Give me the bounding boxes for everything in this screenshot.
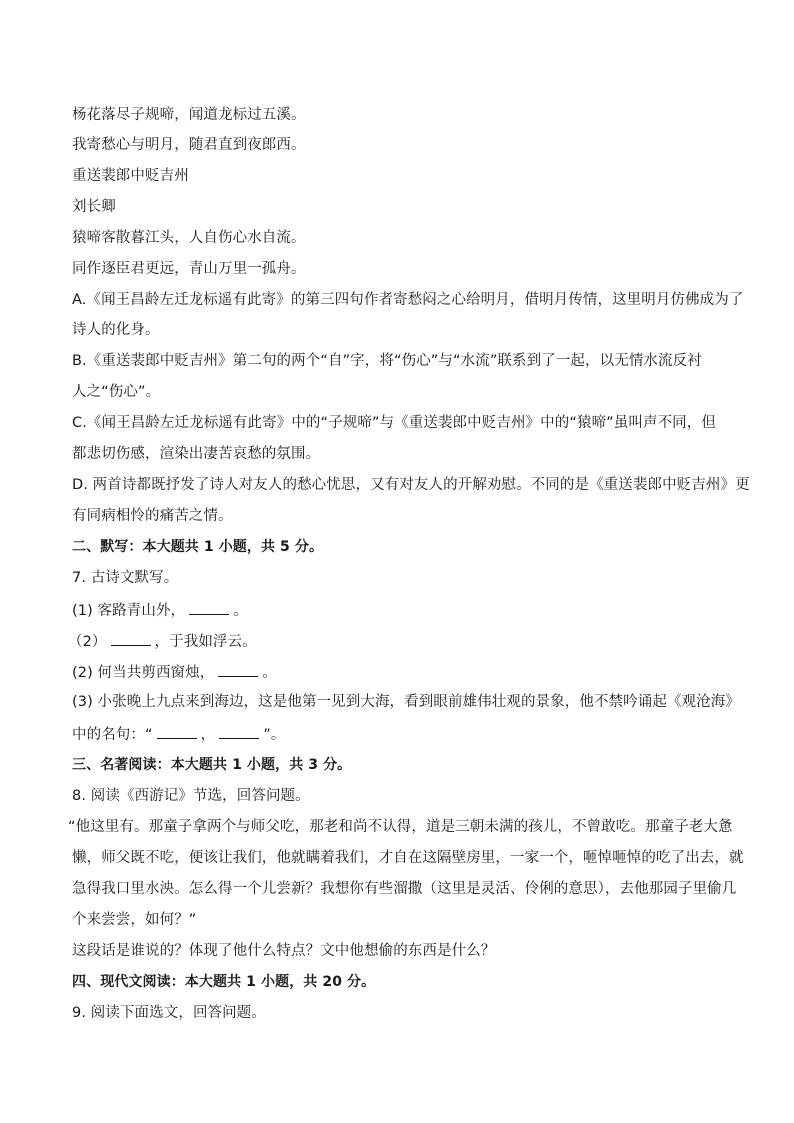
poem1-line-1: 杨花落尽子规啼，闻道龙标过五溪。 xyxy=(72,107,306,123)
question-9-title: 9. 阅读下面选文，回答问题。 xyxy=(72,1005,266,1021)
item-4-end: ”。 xyxy=(263,727,286,743)
option-a-line-2: 诗人的化身。 xyxy=(72,322,160,338)
item-1-text: (1) 客路青山外， xyxy=(72,603,186,619)
option-b-line-2: 人之“伤心”。 xyxy=(72,384,161,400)
question-7-item-4-line-1: (3) 小张晚上九点来到海边，这是他第一见到大海，看到眼前雄伟壮观的景象，他不禁吟诵起《观沧海》 xyxy=(72,694,740,710)
question-7-item-3 xyxy=(72,662,277,682)
poem2-author: 刘长卿 xyxy=(72,199,116,215)
answer-blank[interactable] xyxy=(219,724,259,739)
item-2-text: ，于我如浮云。 xyxy=(154,634,257,650)
item-2-number: （2） xyxy=(68,634,107,650)
item-4-start: 中的名句：“ xyxy=(72,727,153,743)
option-a-line-1: A.《闻王昌龄左迁龙标遥有此寄》的第三四句作者寄愁闷之心给明月，借明月传情，这里明月仿佛成为了 xyxy=(72,292,744,308)
answer-blank[interactable] xyxy=(189,600,229,615)
item-3-end: 。 xyxy=(262,665,277,681)
question-8-prompt: 这段话是谁说的？体现了他什么特点？文中他想偷的东西是什么？ xyxy=(72,943,496,959)
excerpt-line-1: “他这里有。那童子拿两个与师父吃，那老和尚不认得，道是三朝未满的孩儿，不曾敢吃。那童子老大惫 xyxy=(68,819,733,835)
item-4-mid: ， xyxy=(200,727,216,743)
section-2-heading: 二、默写：本大题共 1 小题，共 5 分。 xyxy=(72,539,324,555)
question-7-item-4-line-2 xyxy=(72,724,285,744)
poem2-line-1: 猿啼客散暮江头，人自伤心水自流。 xyxy=(72,230,306,246)
section-3-heading: 三、名著阅读：本大题共 1 小题，共 3 分。 xyxy=(72,757,352,773)
item-3-text: (2) 何当共剪西窗烛， xyxy=(72,665,215,681)
excerpt-line-3: 急得我口里水泱。怎么得一个儿尝新？我想你有些溜撒（这里是灵活、伶俐的意思），去他那园子里偷几 xyxy=(72,881,737,897)
answer-blank[interactable] xyxy=(111,631,151,646)
option-d-line-2: 有同病相怜的痛苦之情。 xyxy=(72,508,233,524)
excerpt-line-4: 个来尝尝，如何？” xyxy=(72,912,197,928)
poem1-line-2: 我寄愁心与明月，随君直到夜郎西。 xyxy=(72,137,306,153)
option-c-line-1: C.《闻王昌龄左迁龙标遥有此寄》中的“子规啼”与《重送裴郎中贬吉州》中的“猿啼”虽叫声不同，但 xyxy=(72,415,716,431)
question-8-title: 8. 阅读《西游记》节选，回答问题。 xyxy=(72,788,310,804)
poem2-title: 重送裴郎中贬吉州 xyxy=(72,168,189,184)
option-c-line-2: 都悲切伤感，渲染出凄苦哀愁的氛围。 xyxy=(72,446,321,462)
item-1-end: 。 xyxy=(233,603,248,619)
excerpt-line-2: 懒，师父既不吃，便该让我们，他就瞒着我们，才自在这隔壁房里，一家一个，咂悼咂悼的吃了出去，就 xyxy=(72,850,744,866)
section-4-heading: 四、现代文阅读：本大题共 1 小题，共 20 分。 xyxy=(72,974,376,990)
question-7-item-1 xyxy=(72,600,248,620)
question-7-title: 7. 古诗文默写。 xyxy=(72,570,179,586)
poem2-line-2: 同作逐臣君更远，青山万里一孤舟。 xyxy=(72,261,306,277)
answer-blank[interactable] xyxy=(157,724,197,739)
option-b-line-1: B.《重送裴郎中贬吉州》第二句的两个“自”字，将“伤心”与“水流”联系到了一起，以无情水流反衬 xyxy=(72,353,702,369)
question-7-item-2 xyxy=(68,631,257,651)
answer-blank[interactable] xyxy=(218,662,258,677)
option-d-line-1: D. 两首诗都既抒发了诗人对友人的愁心忧思，又有对友人的开解劝慰。不同的是《重送裴郎中贬吉州》更 xyxy=(72,477,750,493)
